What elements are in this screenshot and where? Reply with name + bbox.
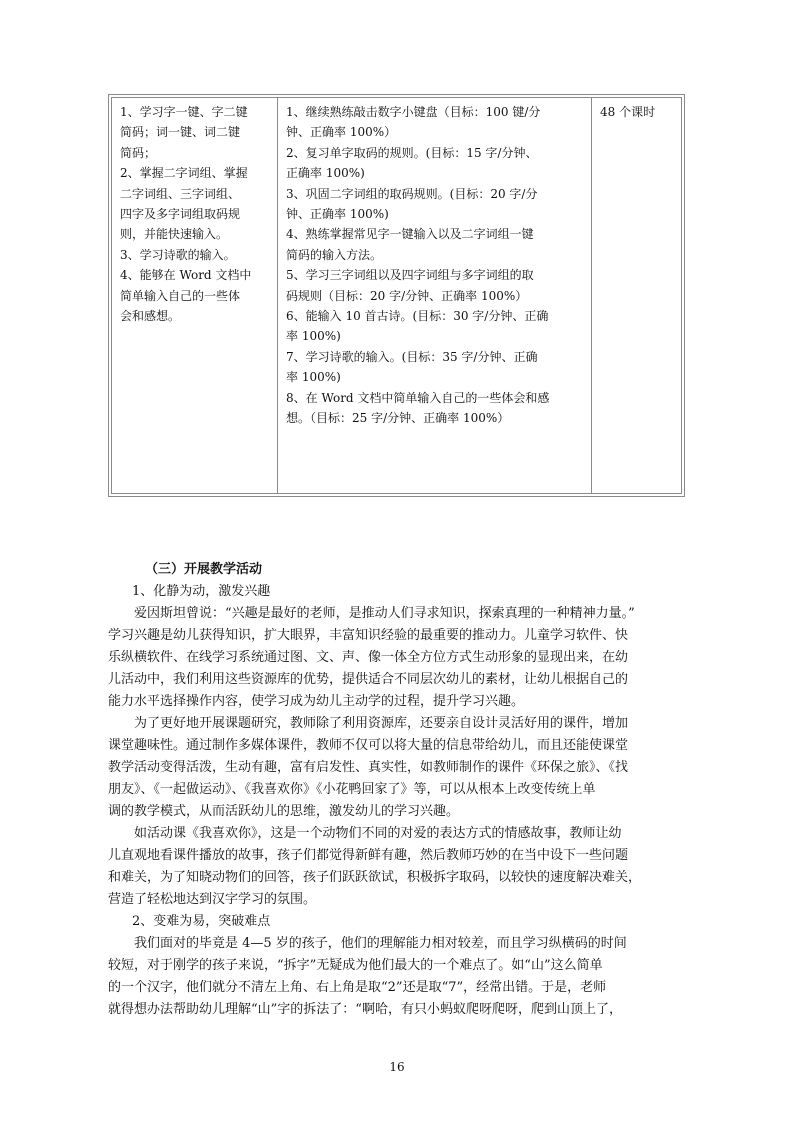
table-line: 6、能输入 10 首古诗。(目标：30 字/分钟、正确 — [286, 309, 549, 324]
paragraph-line: 和难关，为了知晓动物们的回答，孩子们跃跃欲试，积极拆字取码，以较快的速度解决难关， — [108, 870, 642, 885]
section-heading: （三）开展教学活动 — [145, 562, 263, 577]
subheading: 1、化静为动，激发兴趣 — [132, 584, 271, 599]
table-line: 4、熟练掌握常见字一键输入以及二字词组一键 — [286, 227, 534, 242]
paragraph-line: 学习兴趣是幼儿获得知识，扩大眼界，丰富知识经验的最重要的推动力。儿童学习软件、快 — [108, 628, 629, 643]
table-line: 码规则（目标：20 字/分钟、正确率 100%） — [286, 288, 528, 303]
paragraph-line: 较短，对于刚学的孩子来说，“拆字”无疑成为他们最大的一个难点了。如“山”这么简单 — [108, 958, 603, 973]
paragraph-line: 课堂趣味性。通过制作多媒体课件，教师不仅可以将大量的信息带给幼儿，而且还能使课堂 — [108, 738, 629, 753]
table-line: 7、学习诗歌的输入。(目标：35 字/分钟、正确 — [286, 349, 538, 364]
table-line: 3、巩固二字词组的取码规则。(目标：20 字/分 — [286, 186, 538, 201]
table-cell-targets — [278, 98, 592, 493]
paragraph-line: 乐纵横软件、在线学习系统通过图、文、声、像一体全方位方式生动形象的显现出来，在幼 — [108, 650, 629, 665]
table-line: 简码；词一键、词二键 — [120, 125, 241, 140]
table-line: 率 100%) — [286, 329, 341, 344]
paragraph-line: 儿活动中，我们利用这些资源库的优势，提供适合不同层次幼儿的素材，让幼儿根据自己的 — [108, 672, 629, 687]
paragraph-line: 能力水平选择操作内容，使学习成为幼儿主动学的过程，提升学习兴趣。 — [108, 694, 525, 709]
table-line: 二字词组、三字词组、 — [120, 186, 241, 201]
table-line: 1、学习字一键、字二键 — [120, 105, 248, 119]
table-line: 简码的输入方法。 — [286, 247, 383, 262]
paragraph-line: 我们面对的毕竟是 4—5 岁的孩子，他们的理解能力相对较差，而且学习纵横码的时间 — [134, 936, 627, 951]
table-line: 钟、正确率 100%） — [286, 125, 397, 140]
table-line: 四字及多字词组取码规 — [120, 207, 241, 222]
paragraph-line: 如活动课《我喜欢你》，这是一个动物们不同的对爱的表达方式的情感故事，教师让幼 — [134, 826, 622, 841]
table-line: 率 100%) — [286, 370, 341, 385]
table-line: 3、学习诗歌的输入。 — [120, 247, 236, 262]
table-cell-hours — [592, 98, 681, 493]
paragraph-line: 朋友》、《一起做运动》、《我喜欢你》《小花鸭回家了》等，可以从根本上改变传统上单 — [108, 782, 596, 797]
table-line: 简单输入自己的一些体 — [120, 288, 241, 303]
table-line: 会和感想。 — [120, 309, 181, 324]
table-line: 简码； — [120, 145, 157, 160]
subheading: 2、变难为易，突破难点 — [132, 914, 271, 929]
table-line: 钟、正确率 100%) — [286, 207, 389, 222]
paragraph-line: 的一个汉字，他们就分不清左上角、右上角是取“2”还是取“7”，经常出错。于是，老师 — [108, 980, 607, 995]
body-text — [108, 559, 686, 1021]
curriculum-table — [108, 94, 685, 497]
table-line: 2、掌握二字词组、掌握 — [120, 166, 248, 181]
table-line: 则，并能快速输入。 — [120, 227, 229, 242]
paragraph-line: 儿直观地看课件播放的故事，孩子们都觉得新鲜有趣，然后教师巧妙的在当中设下一些问题 — [108, 848, 629, 863]
table-line: 5、学习三字词组以及四字词组与多字词组的取 — [286, 268, 534, 283]
table-line: 2、复习单字取码的规则。(目标：15 字/分钟、 — [286, 145, 538, 160]
page-number: 16 — [389, 1060, 405, 1074]
table-line: 想。（目标：25 字/分钟、正确率 100%） — [286, 411, 510, 426]
paragraph-line: 为了更好地开展课题研究，教师除了利用资源库，还要亲自设计灵活好用的课件，增加 — [134, 716, 629, 731]
table-line: 8、在 Word 文档中简单输入自己的一些体会和感 — [286, 390, 550, 405]
paragraph-line: 爱因斯坦曾说：“兴趣是最好的老师，是推动人们寻求知识，探索真理的一种精神力量。” — [134, 606, 635, 621]
table-line: 48 个课时 — [600, 105, 656, 119]
table-line: 1、继续熟练敲击数字小键盘（目标：100 键/分 — [286, 105, 541, 119]
paragraph-line: 就得想办法帮助幼儿理解“山”字的拆法了：“啊哈，有只小蚂蚁爬呀爬呀，爬到山顶上了， — [108, 1002, 622, 1017]
table-cell-goals — [112, 98, 278, 493]
paragraph-line: 调的教学模式，从而活跃幼儿的思维，激发幼儿的学习兴趣。 — [108, 804, 460, 819]
table-line: 正确率 100%) — [286, 166, 365, 181]
paragraph-line: 营造了轻松地达到汉字学习的氛围。 — [108, 892, 317, 907]
paragraph-line: 教学活动变得活泼，生动有趣，富有启发性、真实性，如教师制作的课件《环保之旅》、《找 — [108, 760, 629, 775]
table-line: 4、能够在 Word 文档中 — [120, 268, 252, 283]
